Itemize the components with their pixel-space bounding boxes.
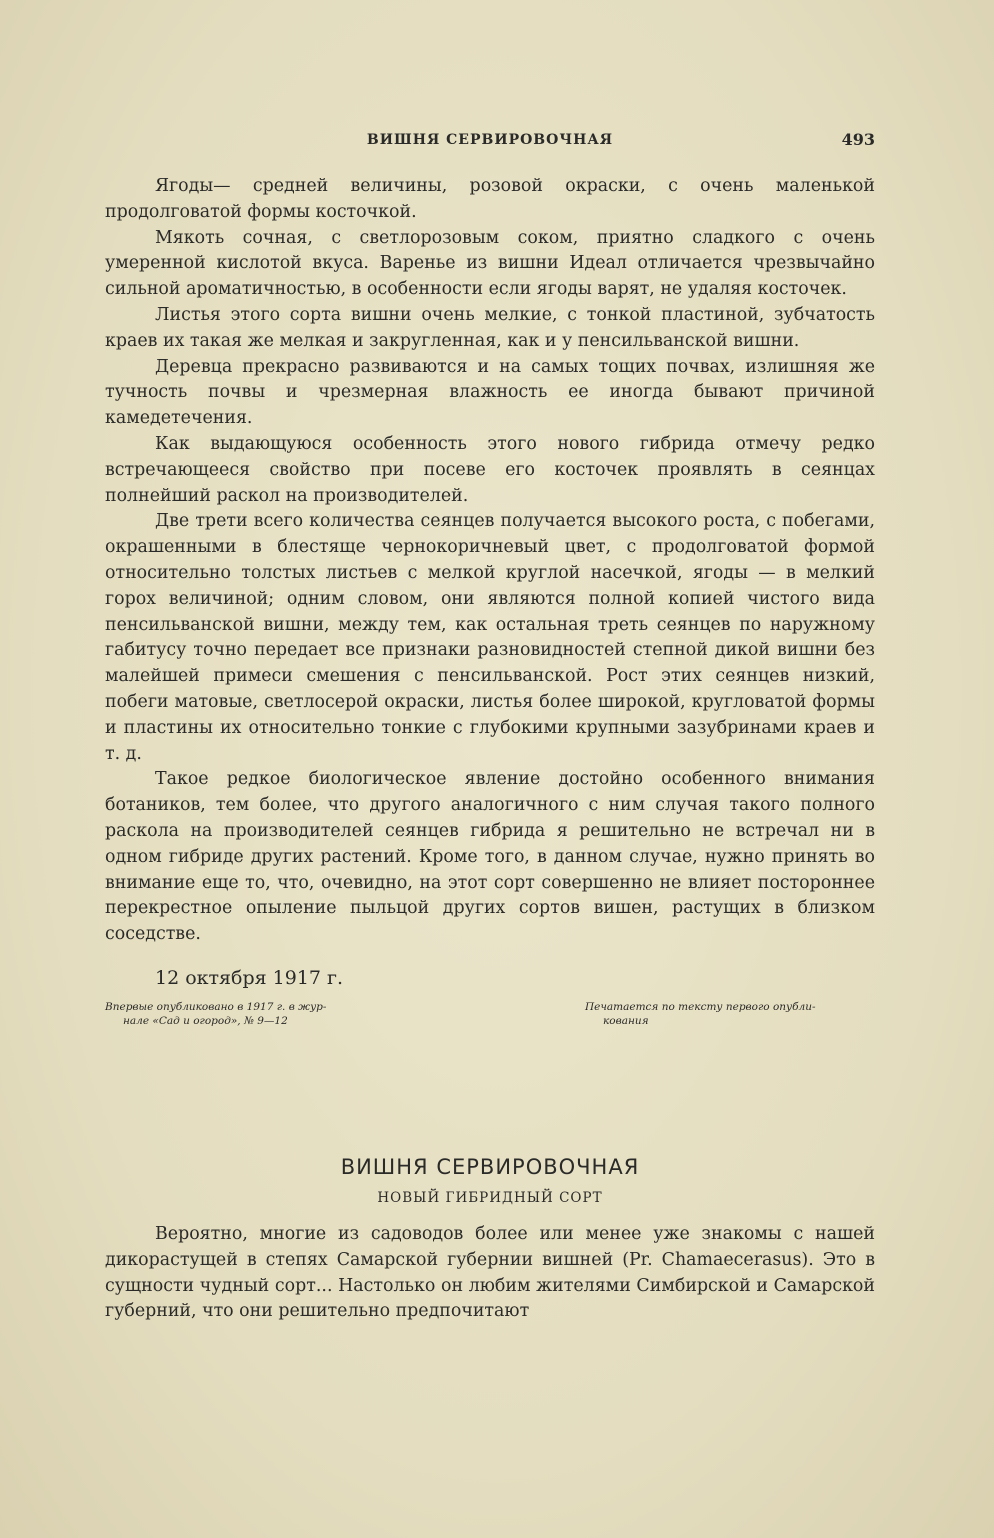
body-text — [105, 174, 875, 1040]
paragraph: Две трети всего количества сеянцев получается высокого роста, с побегами, окрашенными в блестяще чернокоричневый цвет, с продолговатой формой относительно толстых листьев с мелкой круглой насечкой, ягоды — в мелкий горох величиной; одним словом, они являются полной копией чистого вида пенсильванской вишни, между тем, как остальная треть сеянцев по наружному габитусу точно передает все признаки разновидностей степной дикой вишни без малейшей примеси смешения с пенсильванской. Рост этих сеянцев низкий, побеги матовые, светлосерой окраски, листья более широкой, кругловатой формы и пластины их относительно тонкие с глубокими крупными зазубринами краев и т. д. — [105, 511, 875, 764]
paragraph: Такое редкое биологическое явление достойно особенного внимания ботаников, тем более, что другого аналогичного с ним случая такого полного раскола на производителей сеянцев гибрида я решительно не встречал ни в одном гибриде других растений. Кроме того, в данном случае, нужно принять во внимание еще то, что, очевидно, на этот сорт совершенно не влияет постороннее перекрестное опыление пыльцой других сортов вишен, растущих в близком соседстве. — [105, 769, 875, 945]
paragraph: Деревца прекрасно развиваются и на самых тощих почвах, излишняя же тучность почвы и чрезмерная влажность ее иногда бывают причиной камедетечения. — [105, 356, 875, 429]
publication-notes — [105, 1000, 875, 1040]
article — [105, 1152, 875, 1325]
first-published-note — [105, 1000, 405, 1028]
paragraph: Листья этого сорта вишни очень мелкие, с тонкой пластиной, зубчатость краев их такая же мелкая и закругленная, как и у пенсильванской вишни. — [105, 304, 875, 351]
article-subtitle: НОВЫЙ ГИБРИДНЫЙ СОРТ — [377, 1190, 603, 1206]
paragraph: Как выдающуюся особенность этого нового гибрида отмечу редко встречающееся свойство при посеве его косточек проявлять в сеянцах полнейший раскол на производителей. — [105, 433, 875, 506]
date-line: 12 октября 1917 г. — [155, 966, 344, 989]
note-line: кования — [603, 1014, 649, 1027]
note-line: Впервые опубликовано в 1917 г. в жур- — [105, 1000, 327, 1013]
paragraph: Ягоды— средней величины, розовой окраски, с очень маленькой продолговатой формы косточкой. — [105, 176, 875, 222]
source-note — [585, 1000, 875, 1028]
paragraph: Мякоть сочная, с светлорозовым соком, приятно сладкого с очень умеренной кислотой вкуса. Варенье из вишни Идеал отличается чрезвычайно сильной ароматичностью, в особенности если ягоды варят, не удаляя косточек. — [105, 227, 875, 300]
paragraph: Вероятно, многие из садоводов более или менее уже знакомы с нашей дикорастущей в степях Самарской губернии вишней (Pr. Chamaecerasus). Это в сущности чудный сорт... Настолько он любим жителями Симбирской и Самарской губерний, что они решительно предпочитают — [105, 1224, 875, 1322]
running-header — [105, 128, 875, 152]
running-title: ВИШНЯ СЕРВИРОВОЧНАЯ — [366, 132, 614, 148]
article-title: ВИШНЯ СЕРВИРОВОЧНАЯ — [340, 1155, 640, 1179]
note-line: нале «Сад и огород», № 9—12 — [123, 1014, 288, 1027]
page-number: 493 — [841, 130, 875, 149]
note-line: Печатается по тексту первого опубли- — [585, 1000, 816, 1013]
